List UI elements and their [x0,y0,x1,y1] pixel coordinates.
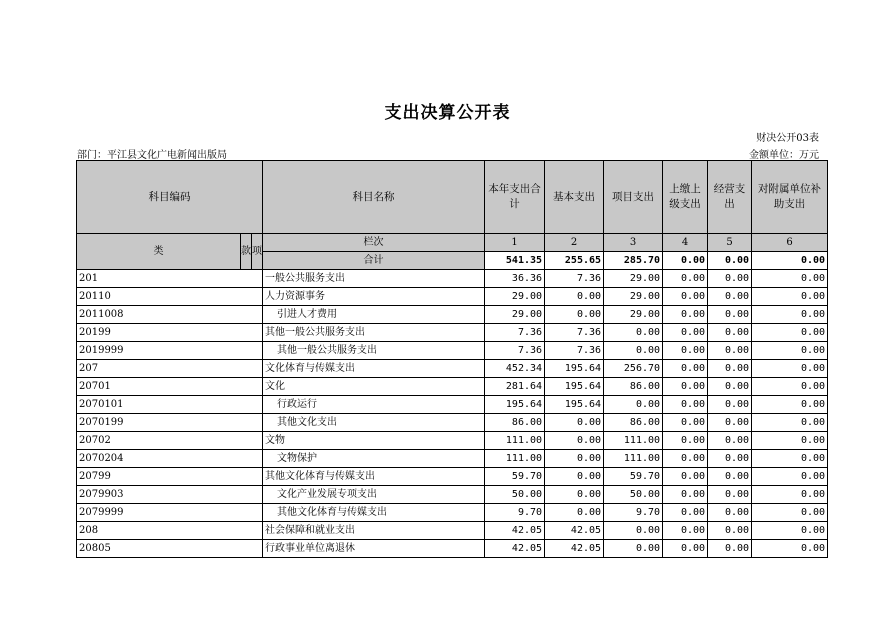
table-row [77,324,828,342]
table-row [77,414,828,432]
row-value: 0.00 [752,288,828,306]
row-value: 86.00 [604,414,663,432]
row-value: 59.70 [485,468,545,486]
row-name: 其他一般公共服务支出 [263,342,485,360]
row-value: 0.00 [663,468,708,486]
row-code: 20805 [77,540,263,558]
total-value: 0.00 [752,252,828,270]
table-row [77,396,828,414]
row-value: 0.00 [708,450,752,468]
row-value: 0.00 [663,504,708,522]
row-value: 0.00 [752,486,828,504]
row-value: 0.00 [752,270,828,288]
header-remit: 上缴上级支出 [663,161,708,234]
form-number: 财决公开03表 [756,133,819,144]
total-value: 285.70 [604,252,663,270]
col-number-2: 2 [545,234,604,252]
row-name: 其他一般公共服务支出 [263,324,485,342]
table-row [77,486,828,504]
header-kuan: 款 [241,234,252,270]
total-value: 0.00 [708,252,752,270]
header-basic: 基本支出 [545,161,604,234]
total-value: 541.35 [485,252,545,270]
row-value: 256.70 [604,360,663,378]
row-value: 0.00 [752,468,828,486]
row-value: 59.70 [604,468,663,486]
row-value: 0.00 [604,396,663,414]
row-value: 0.00 [752,378,828,396]
expenditure-table [76,160,828,558]
row-value: 0.00 [604,342,663,360]
row-value: 0.00 [752,342,828,360]
row-name: 一般公共服务支出 [263,270,485,288]
row-value: 0.00 [752,396,828,414]
row-value: 7.36 [545,342,604,360]
row-value: 0.00 [663,414,708,432]
row-value: 0.00 [708,270,752,288]
row-value: 0.00 [545,450,604,468]
department-label: 部门：平江县文化广电新闻出版局 [77,150,227,161]
row-value: 111.00 [485,450,545,468]
table-row [77,468,828,486]
col-number-1: 1 [485,234,545,252]
row-value: 50.00 [604,486,663,504]
row-value: 0.00 [545,486,604,504]
row-value: 0.00 [663,486,708,504]
row-name: 引进人才费用 [263,306,485,324]
row-name: 文化产业发展专项支出 [263,486,485,504]
row-code: 20702 [77,432,263,450]
row-value: 42.05 [485,540,545,558]
row-value: 0.00 [708,486,752,504]
header-subsidy: 对附属单位补助支出 [752,161,828,234]
row-value: 0.00 [752,306,828,324]
row-value: 0.00 [663,540,708,558]
row-value: 0.00 [708,378,752,396]
row-value: 0.00 [604,522,663,540]
header-code: 科目编码 [77,161,263,234]
table-row [77,432,828,450]
row-code: 2011008 [77,306,263,324]
total-label: 合计 [263,252,485,270]
row-code: 20110 [77,288,263,306]
col-number-4: 4 [663,234,708,252]
row-code: 207 [77,360,263,378]
row-code: 20701 [77,378,263,396]
row-name: 行政事业单位离退休 [263,540,485,558]
row-value: 0.00 [752,522,828,540]
row-name: 文化体育与传媒支出 [263,360,485,378]
row-value: 0.00 [663,522,708,540]
row-value: 42.05 [545,540,604,558]
table-row [77,306,828,324]
table-row [77,378,828,396]
row-value: 7.36 [545,324,604,342]
row-name: 其他文化支出 [263,414,485,432]
row-value: 42.05 [485,522,545,540]
row-value: 195.64 [545,396,604,414]
row-value: 0.00 [663,360,708,378]
row-code: 20199 [77,324,263,342]
total-value: 255.65 [545,252,604,270]
page-title: 支出决算公开表 [384,103,511,123]
row-value: 0.00 [708,504,752,522]
row-value: 0.00 [663,306,708,324]
row-value: 0.00 [708,360,752,378]
row-name: 其他文化体育与传媒支出 [263,504,485,522]
row-value: 29.00 [604,306,663,324]
header-xiang: 项 [252,234,263,270]
row-value: 29.00 [485,288,545,306]
row-name: 人力资源事务 [263,288,485,306]
table-row [77,288,828,306]
col-number-3: 3 [604,234,663,252]
row-value: 195.64 [545,378,604,396]
row-value: 0.00 [708,540,752,558]
row-value: 0.00 [752,540,828,558]
col-number-6: 6 [752,234,828,252]
row-value: 29.00 [604,288,663,306]
row-name: 文物 [263,432,485,450]
row-value: 0.00 [708,414,752,432]
row-value: 452.34 [485,360,545,378]
row-value: 195.64 [545,360,604,378]
header-lanci: 栏次 [263,234,485,252]
row-value: 0.00 [663,450,708,468]
row-value: 86.00 [485,414,545,432]
row-name: 文物保护 [263,450,485,468]
row-value: 29.00 [485,306,545,324]
row-code: 201 [77,270,263,288]
row-value: 0.00 [545,306,604,324]
row-name: 文化 [263,378,485,396]
amount-unit-label: 金额单位：万元 [749,150,819,161]
row-name: 行政运行 [263,396,485,414]
row-value: 281.64 [485,378,545,396]
table-row [77,450,828,468]
row-value: 0.00 [708,468,752,486]
col-number-5: 5 [708,234,752,252]
row-code: 2019999 [77,342,263,360]
row-code: 20799 [77,468,263,486]
row-value: 0.00 [604,540,663,558]
row-code: 2079903 [77,486,263,504]
row-value: 0.00 [663,342,708,360]
row-value: 0.00 [663,396,708,414]
row-value: 7.36 [545,270,604,288]
row-value: 0.00 [604,324,663,342]
row-value: 0.00 [663,432,708,450]
header-total: 本年支出合计 [485,161,545,234]
column-number-row [77,234,828,252]
row-value: 42.05 [545,522,604,540]
table-row [77,522,828,540]
row-value: 111.00 [604,450,663,468]
header-name: 科目名称 [263,161,485,234]
row-value: 111.00 [485,432,545,450]
row-code: 2070199 [77,414,263,432]
table-row [77,270,828,288]
header-business: 经营支出 [708,161,752,234]
row-value: 0.00 [752,324,828,342]
row-value: 50.00 [485,486,545,504]
row-name: 其他文化体育与传媒支出 [263,468,485,486]
row-value: 29.00 [604,270,663,288]
row-value: 9.70 [485,504,545,522]
row-value: 111.00 [604,432,663,450]
row-code: 208 [77,522,263,540]
row-value: 86.00 [604,378,663,396]
row-value: 0.00 [545,414,604,432]
row-code: 2070101 [77,396,263,414]
table-row [77,342,828,360]
header-lei: 类 [77,234,241,270]
row-value: 0.00 [545,504,604,522]
row-value: 9.70 [604,504,663,522]
row-value: 0.00 [752,360,828,378]
row-value: 0.00 [708,306,752,324]
row-value: 0.00 [663,270,708,288]
row-value: 0.00 [752,432,828,450]
row-value: 0.00 [663,324,708,342]
table-row [77,540,828,558]
row-code: 2079999 [77,504,263,522]
table-row [77,504,828,522]
row-value: 0.00 [663,288,708,306]
row-name: 社会保障和就业支出 [263,522,485,540]
row-value: 195.64 [485,396,545,414]
row-value: 0.00 [708,324,752,342]
row-value: 0.00 [752,414,828,432]
row-value: 0.00 [752,450,828,468]
row-value: 0.00 [545,432,604,450]
row-value: 7.36 [485,324,545,342]
row-value: 0.00 [663,378,708,396]
header-project: 项目支出 [604,161,663,234]
total-value: 0.00 [663,252,708,270]
row-value: 0.00 [708,432,752,450]
row-value: 36.36 [485,270,545,288]
row-value: 0.00 [545,468,604,486]
row-value: 0.00 [708,342,752,360]
header-row [77,161,828,234]
row-value: 0.00 [708,288,752,306]
row-value: 0.00 [708,396,752,414]
row-value: 0.00 [752,504,828,522]
table-row [77,360,828,378]
row-code: 2070204 [77,450,263,468]
row-value: 0.00 [545,288,604,306]
row-value: 0.00 [708,522,752,540]
row-value: 7.36 [485,342,545,360]
